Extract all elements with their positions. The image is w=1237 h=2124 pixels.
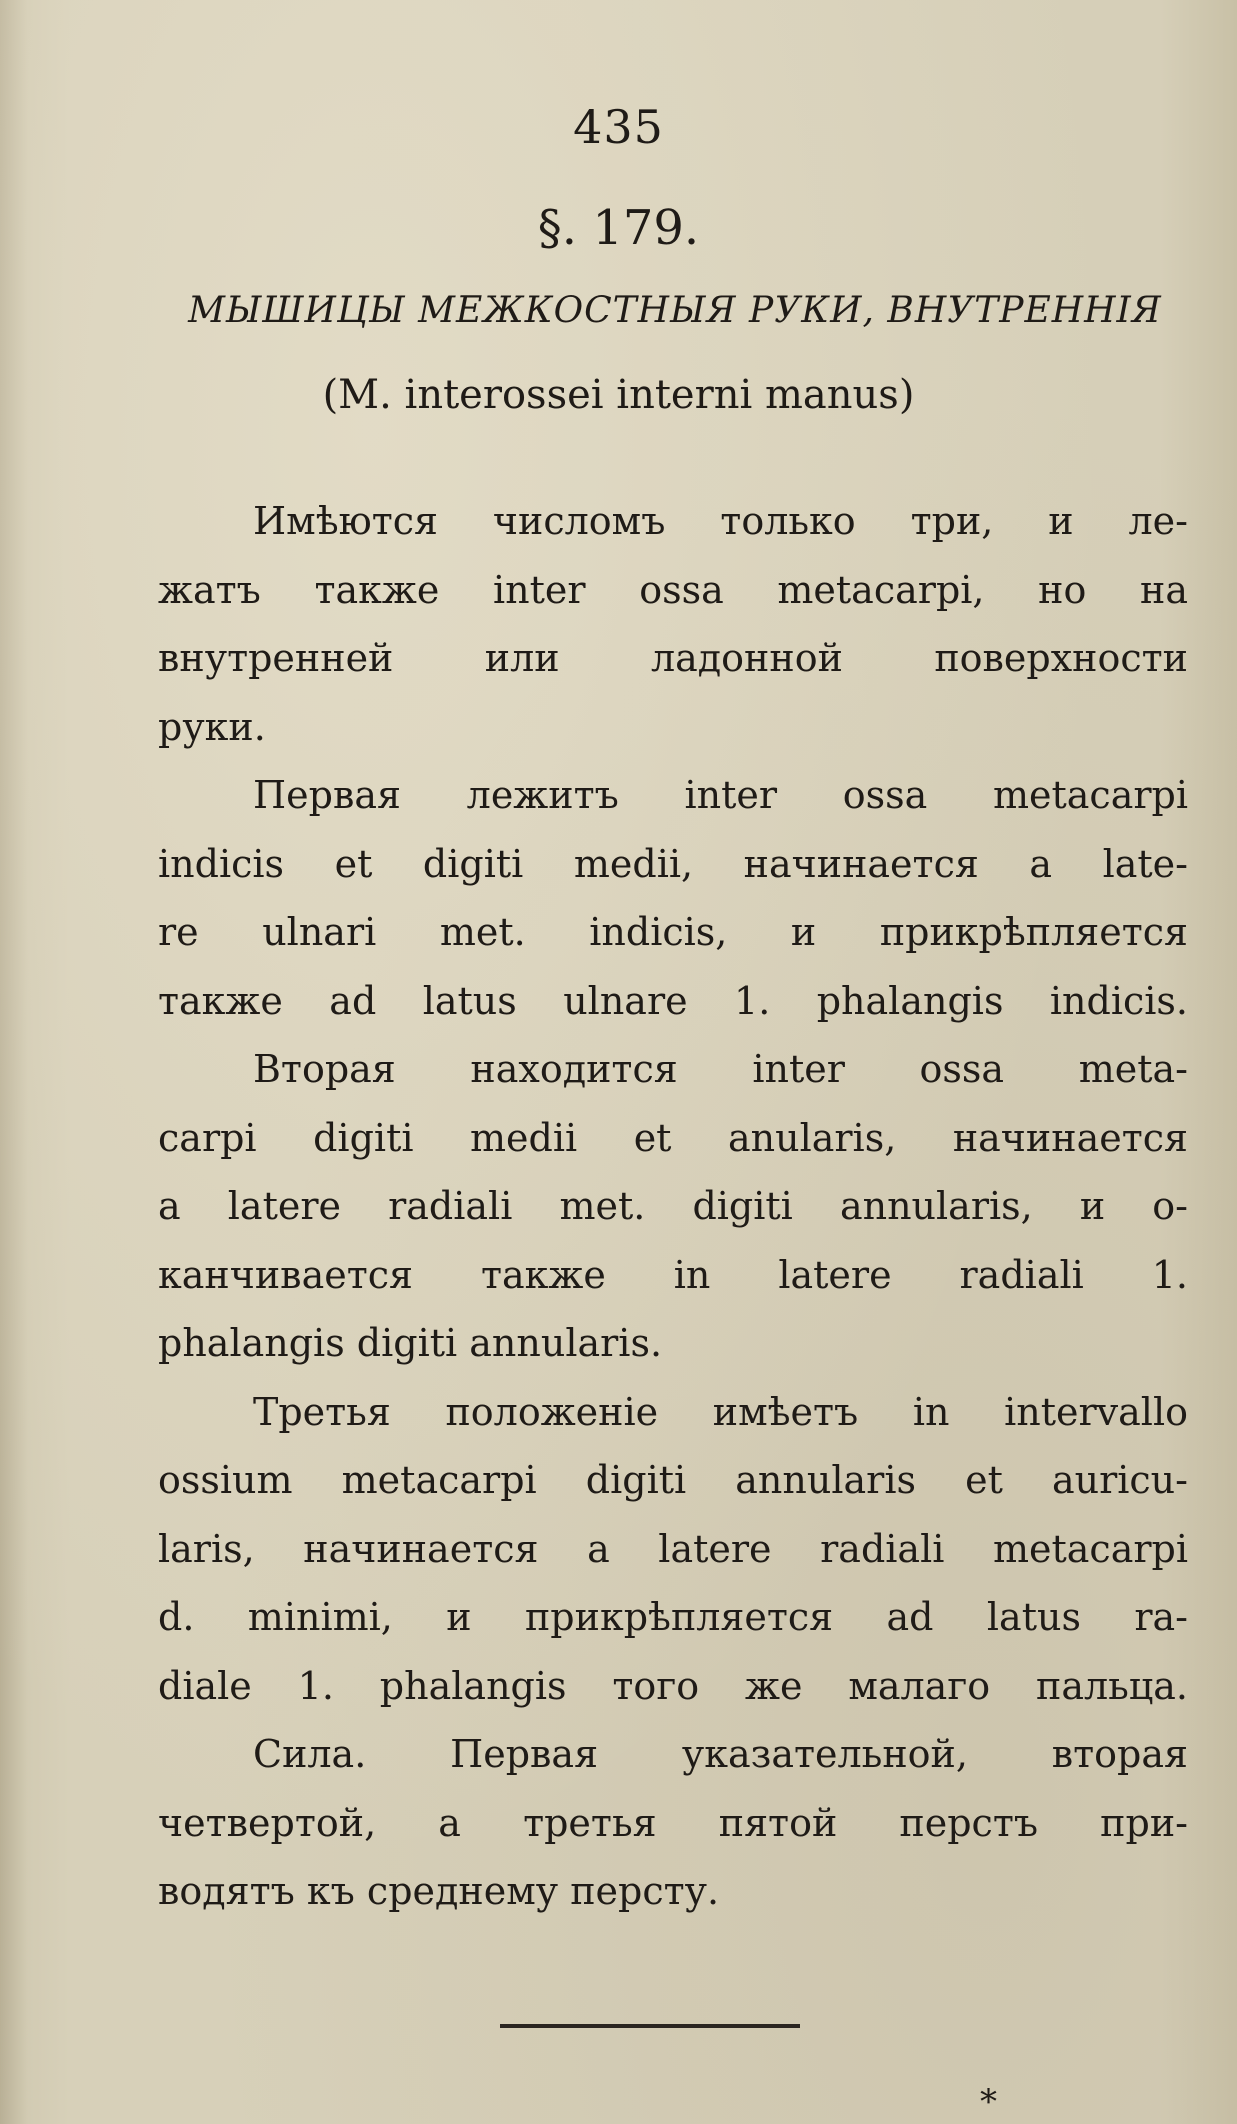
text-line: Третья положеніе имѣетъ in intervallo	[253, 1389, 1188, 1434]
text-line: внутренней или ладонной поверхности	[158, 636, 1188, 680]
text-line: laris, начинается a latere radiali metacarpi	[158, 1526, 1188, 1571]
text-line: также ad latus ulnare 1. phalangis indicis.	[158, 978, 1188, 1023]
text-line: Первая лежитъ inter ossa metacarpi	[253, 773, 1188, 817]
text-line: carpi digiti medii et anularis, начинается	[158, 1115, 1188, 1160]
text-line: жатъ также inter ossa metacarpi, но на	[158, 567, 1188, 612]
text-line: четвертой, а третья пятой перстъ при-	[158, 1800, 1188, 1845]
text-line: indicis et digiti medii, начинается a late-	[158, 841, 1188, 886]
text-line: diale 1. phalangis того же малаго пальца.	[158, 1663, 1188, 1708]
section-number: §. 179.	[537, 200, 700, 256]
text-line: Сила. Первая указательной, вторая	[253, 1732, 1188, 1776]
text-line: руки.	[158, 704, 266, 749]
text-line: a latere radiali met. digiti annularis, и о-	[158, 1184, 1188, 1228]
text-line: Имѣются числомъ только три, и ле-	[253, 499, 1188, 543]
section-divider	[500, 2024, 800, 2028]
section-heading: МЫШИЦЫ МЕЖКОСТНЫЯ РУКИ, ВНУТРЕННІЯ	[188, 290, 1162, 331]
page-number: 435	[573, 100, 664, 154]
text-line: re ulnari met. indicis, и прикрѣпляется	[158, 910, 1188, 954]
body-text	[158, 487, 1188, 1926]
text-line: Вторая находится inter ossa meta-	[253, 1047, 1188, 1091]
text-line: водятъ къ среднему персту.	[158, 1869, 720, 1913]
text-line: ossium metacarpi digiti annularis et auricu-	[158, 1458, 1188, 1502]
footer-mark: *	[980, 2082, 997, 2122]
text-line: phalangis digiti annularis.	[158, 1321, 663, 1365]
text-line: d. minimi, и прикрѣпляется ad latus ra-	[158, 1595, 1188, 1639]
section-subheading: (M. interossei interni manus)	[322, 372, 915, 418]
text-line: канчивается также in latere radiali 1.	[158, 1252, 1188, 1297]
